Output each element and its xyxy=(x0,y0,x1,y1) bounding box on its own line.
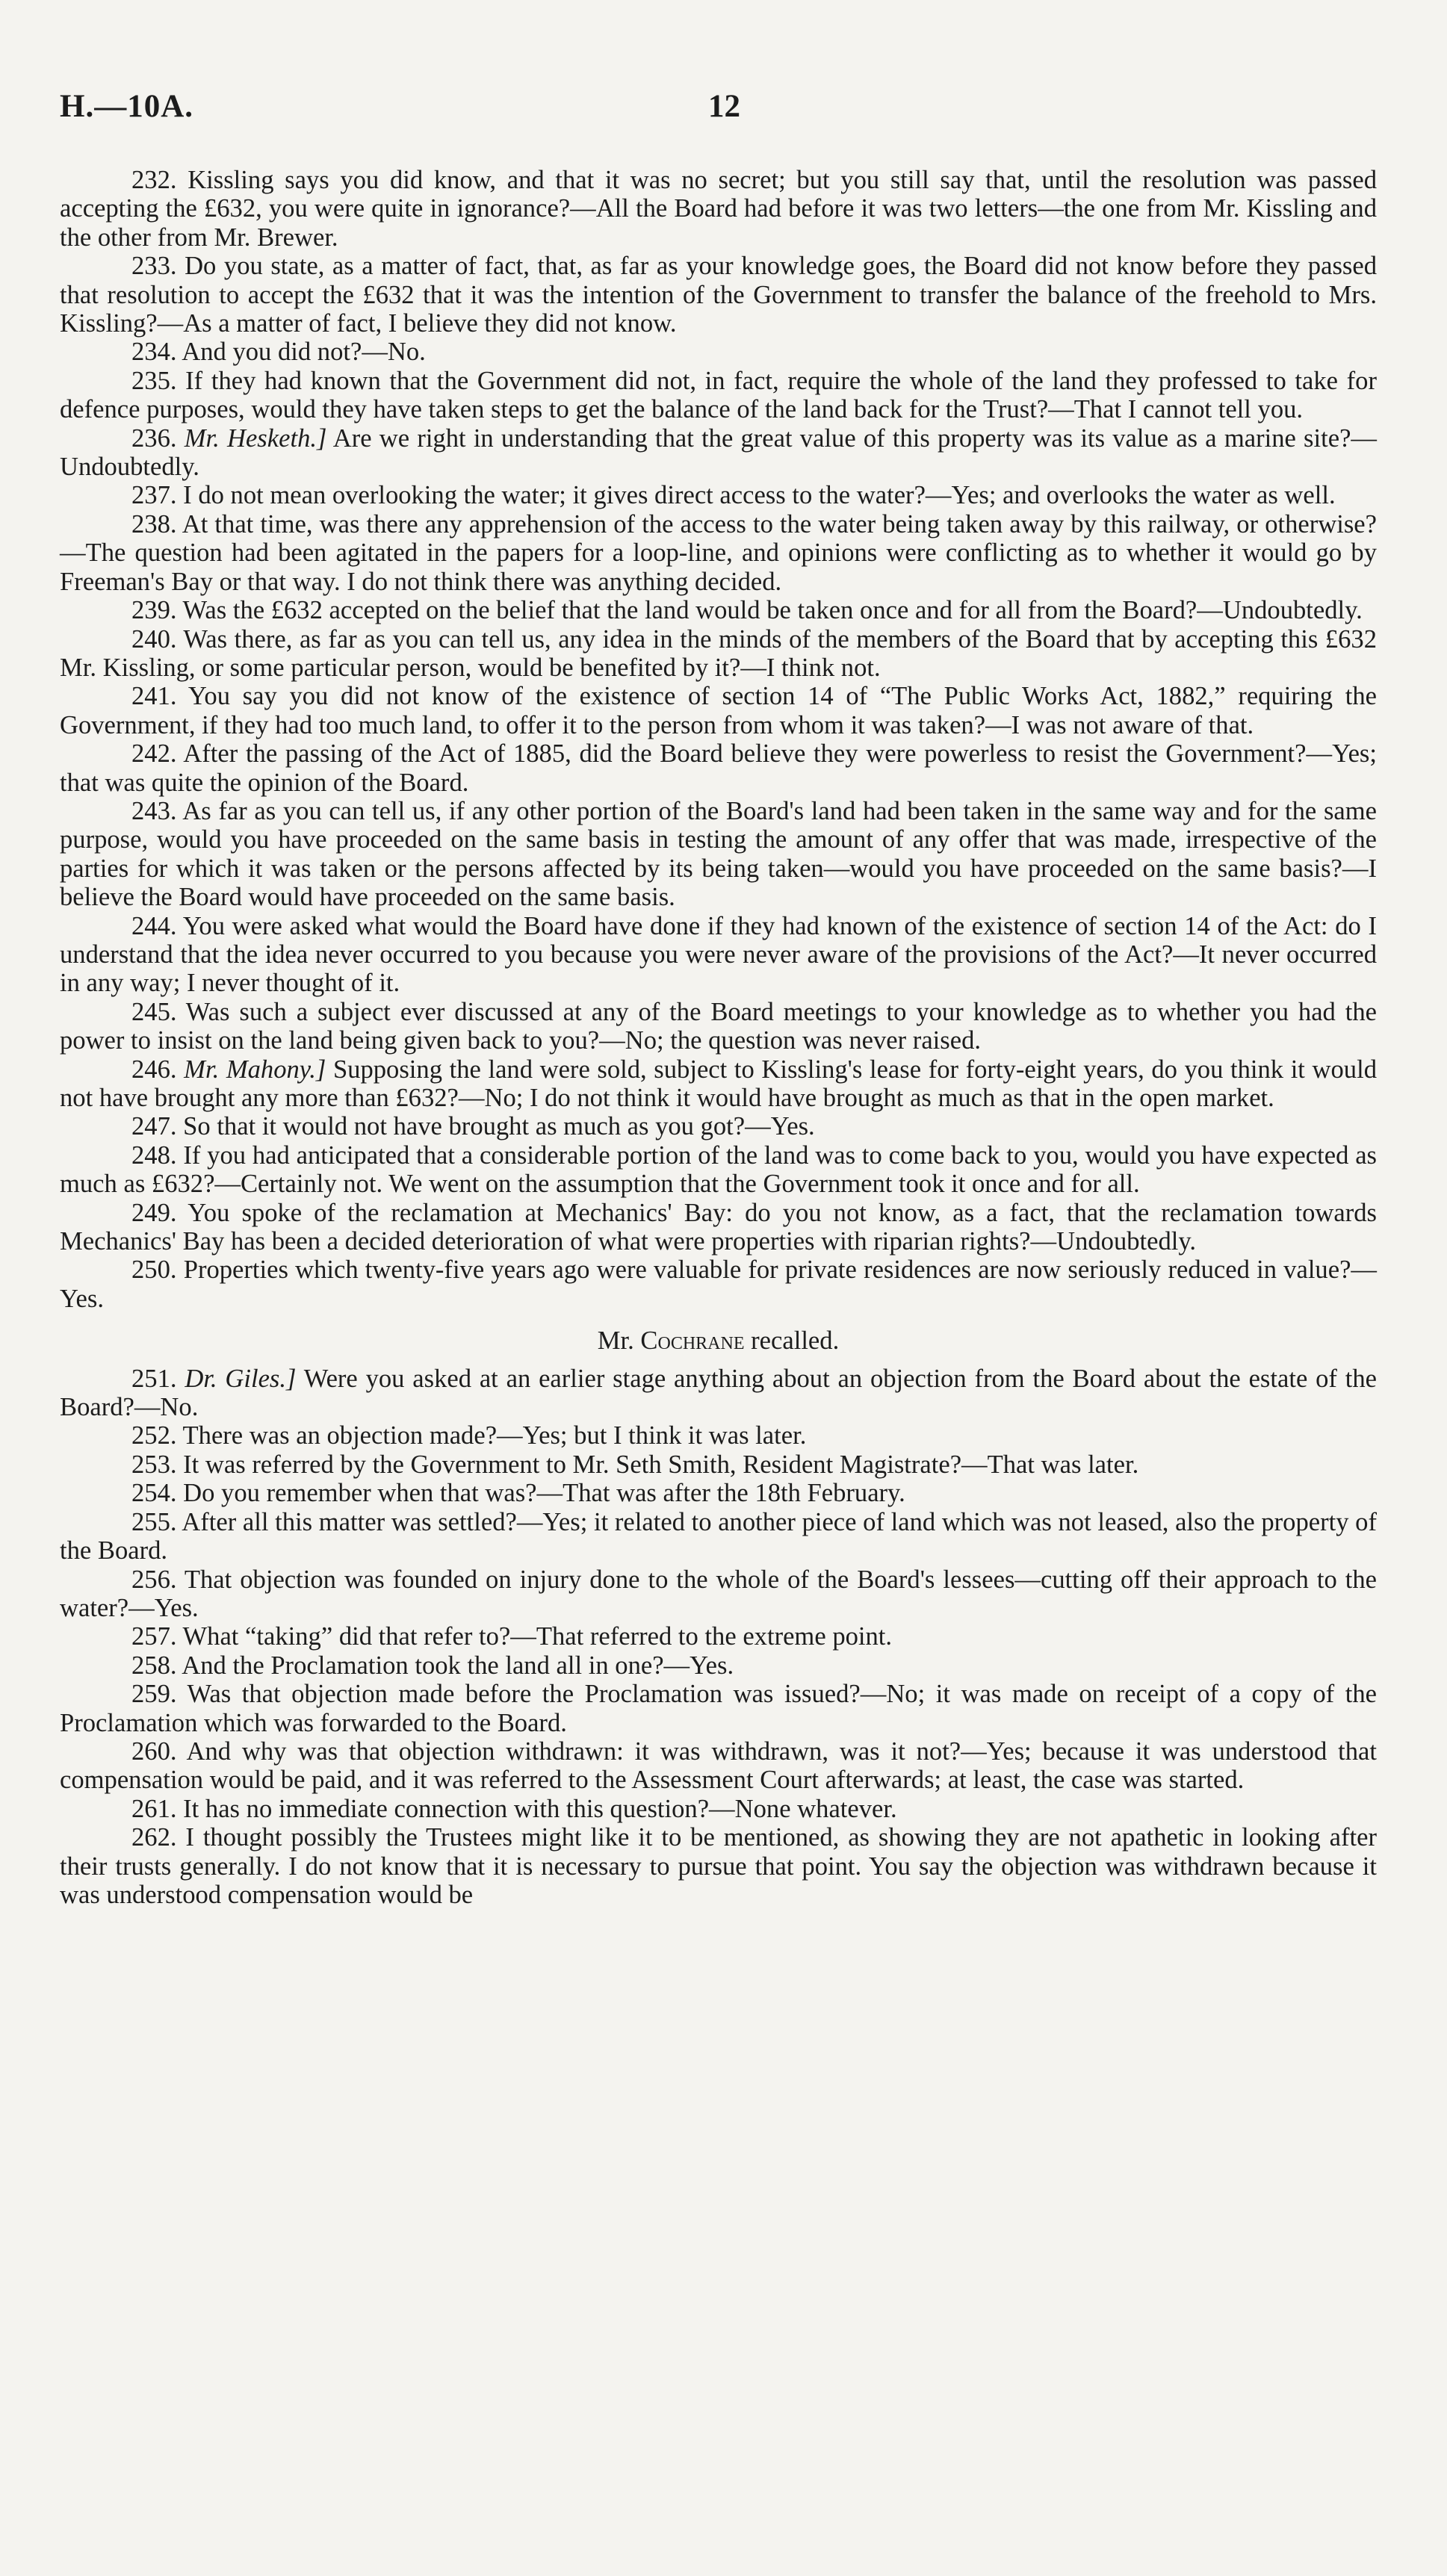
question-paragraph: 254. Do you remember when that was?—That was after the 18th February. xyxy=(131,1479,905,1508)
page-number: 12 xyxy=(708,89,740,124)
question-paragraph: 261. It has no immediate connection with this question?—None whatever. xyxy=(131,1794,897,1823)
question-text: Supposing the land were sold, subject to Kissling's lease for forty-eight years, do you think it would not have brought any more than £632?—No; I do not think it would have brought as much as that in the open market. xyxy=(60,1055,1377,1112)
question-paragraph xyxy=(60,1055,1377,1113)
question-paragraph: 237. I do not mean overlooking the water; it gives direct access to the water?—Yes; and overlooks the water as well. xyxy=(131,481,1336,510)
evidence-block-2 xyxy=(60,1365,1377,1910)
question-paragraph: 256. That objection was founded on injury done to the whole of the Board's lessees—cutting off their approach to the water?—Yes. xyxy=(60,1565,1377,1622)
question-paragraph: 250. Properties which twenty-five years ago were valuable for private residences are now seriously reduced in value?—Yes. xyxy=(60,1256,1377,1313)
speaker-name: Mr. Hesketh.] xyxy=(184,423,327,453)
question-paragraph: 252. There was an objection made?—Yes; but I think it was later. xyxy=(131,1421,807,1450)
section-heading: Mr. Cochrane recalled. xyxy=(597,1326,840,1356)
question-paragraph xyxy=(60,1365,1377,1422)
question-paragraph: 238. At that time, was there any apprehension of the access to the water being taken away by this railway, or otherwise?—The question had been agitated in the papers for a loop-line, and opinions were conflicting as to whether it would go by Freeman's Bay or that way. I do not think there was anything decided. xyxy=(60,509,1377,596)
question-paragraph: 253. It was referred by the Government to Mr. Seth Smith, Resident Magistrate?—That was later. xyxy=(131,1450,1139,1479)
question-paragraph: 240. Was there, as far as you can tell us, any idea in the minds of the members of the Board that by accepting this £632 Mr. Kissling, or some particular person, would be benefited by it?—I think not. xyxy=(60,624,1377,682)
page-body xyxy=(60,166,1377,1909)
question-paragraph: 242. After the passing of the Act of 1885, did the Board believe they were powerless to resist the Government?—Yes; that was quite the opinion of the Board. xyxy=(60,739,1377,797)
question-paragraph: 235. If they had known that the Government did not, in fact, require the whole of the land they professed to take for defence purposes, would they have taken steps to get the balance of the land back for the Trust?—That I cannot tell you. xyxy=(60,366,1377,424)
question-number: 251. xyxy=(131,1364,177,1393)
question-text: Are we right in understanding that the great value of this property was its value as a marine site?—Undoubtedly. xyxy=(60,423,1377,482)
question-paragraph: 249. You spoke of the reclamation at Mechanics' Bay: do you not know, as a fact, that the reclamation towards Mechanics' Bay has been a decided deterioration of what were properties with riparian rights?—Undoubtedly. xyxy=(60,1198,1377,1256)
question-paragraph: 257. What “taking” did that refer to?—That referred to the extreme point. xyxy=(131,1622,893,1651)
question-paragraph: 255. After all this matter was settled?—Yes; it related to another piece of land which was not leased, also the property of the Board. xyxy=(60,1507,1377,1565)
question-paragraph: 247. So that it would not have brought as much as you got?—Yes. xyxy=(131,1112,815,1141)
question-paragraph: 258. And the Proclamation took the land all in one?—Yes. xyxy=(131,1651,734,1680)
question-paragraph: 245. Was such a subject ever discussed at any of the Board meetings to your knowledge as to whether you had the power to insist on the land being given back to you?—No; the question was never raised. xyxy=(60,997,1377,1055)
question-paragraph: 260. And why was that objection withdrawn: it was withdrawn, was it not?—Yes; because it was understood that compensation would be paid, and it was referred to the Assessment Court afterwards; at least, the case was started. xyxy=(60,1737,1377,1795)
evidence-block-1 xyxy=(60,166,1377,1313)
question-paragraph: 241. You say you did not know of the existence of section 14 of “The Public Works Act, 1882,” requiring the Government, if they had too much land, to offer it to the person from whom it was taken?—I was not aware of that. xyxy=(60,682,1377,739)
question-paragraph: 259. Was that objection made before the Proclamation was issued?—No; it was made on receipt of a copy of the Proclamation which was forwarded to the Board. xyxy=(60,1680,1377,1737)
question-paragraph: 232. Kissling says you did know, and that it was no secret; but you still say that, until the resolution was passed accepting the £632, you were quite in ignorance?—All the Board had before it was two letters—the one from Mr. Kissling and the other from Mr. Brewer. xyxy=(60,166,1377,252)
question-number: 246. xyxy=(131,1055,177,1084)
question-paragraph: 262. I thought possibly the Trustees might like it to be mentioned, as showing they are not apathetic in looking after their trusts generally. I do not know that it is necessary to pursue that point. You say the objection was withdrawn because it was understood compensation would be xyxy=(60,1823,1377,1909)
question-number: 236. xyxy=(131,423,177,453)
question-text: Were you asked at an earlier stage anything about an objection from the Board about the estate of the Board?—No. xyxy=(60,1364,1377,1422)
document-reference: H.—10A. xyxy=(60,89,193,124)
speaker-name: Mr. Mahony.] xyxy=(184,1055,326,1084)
speaker-name: Dr. Giles.] xyxy=(185,1364,297,1393)
question-paragraph: 234. And you did not?—No. xyxy=(131,338,426,367)
question-paragraph: 239. Was the £632 accepted on the belief that the land would be taken once and for all from the Board?—Undoubtedly. xyxy=(131,596,1363,625)
question-paragraph xyxy=(60,424,1377,482)
question-paragraph: 233. Do you state, as a matter of fact, that, as far as your knowledge goes, the Board did not know before they passed that resolution to accept the £632 that it was the intention of the Government to transfer the balance of the freehold to Mrs. Kissling?—As a matter of fact, I believe they did not know. xyxy=(60,252,1377,338)
question-paragraph: 243. As far as you can tell us, if any other portion of the Board's land had been taken in the same way and for the same purpose, would you have proceeded on the same basis in testing the amount of any offer that was made, irrespective of the parties for which it was taken or the persons affected by its being taken—would you have proceeded on the same basis?—I believe the Board would have proceeded on the same basis. xyxy=(60,796,1377,912)
question-paragraph: 248. If you had anticipated that a considerable portion of the land was to come back to you, would you have expected as much as £632?—Certainly not. We went on the assumption that the Government took it once and for all. xyxy=(60,1140,1377,1199)
question-paragraph: 244. You were asked what would the Board have done if they had known of the existence of section 14 of the Act: do I understand that the idea never occurred to you because you were never aware of the provisions of the Act?—It never occurred in any way; I never thought of it. xyxy=(60,911,1377,998)
